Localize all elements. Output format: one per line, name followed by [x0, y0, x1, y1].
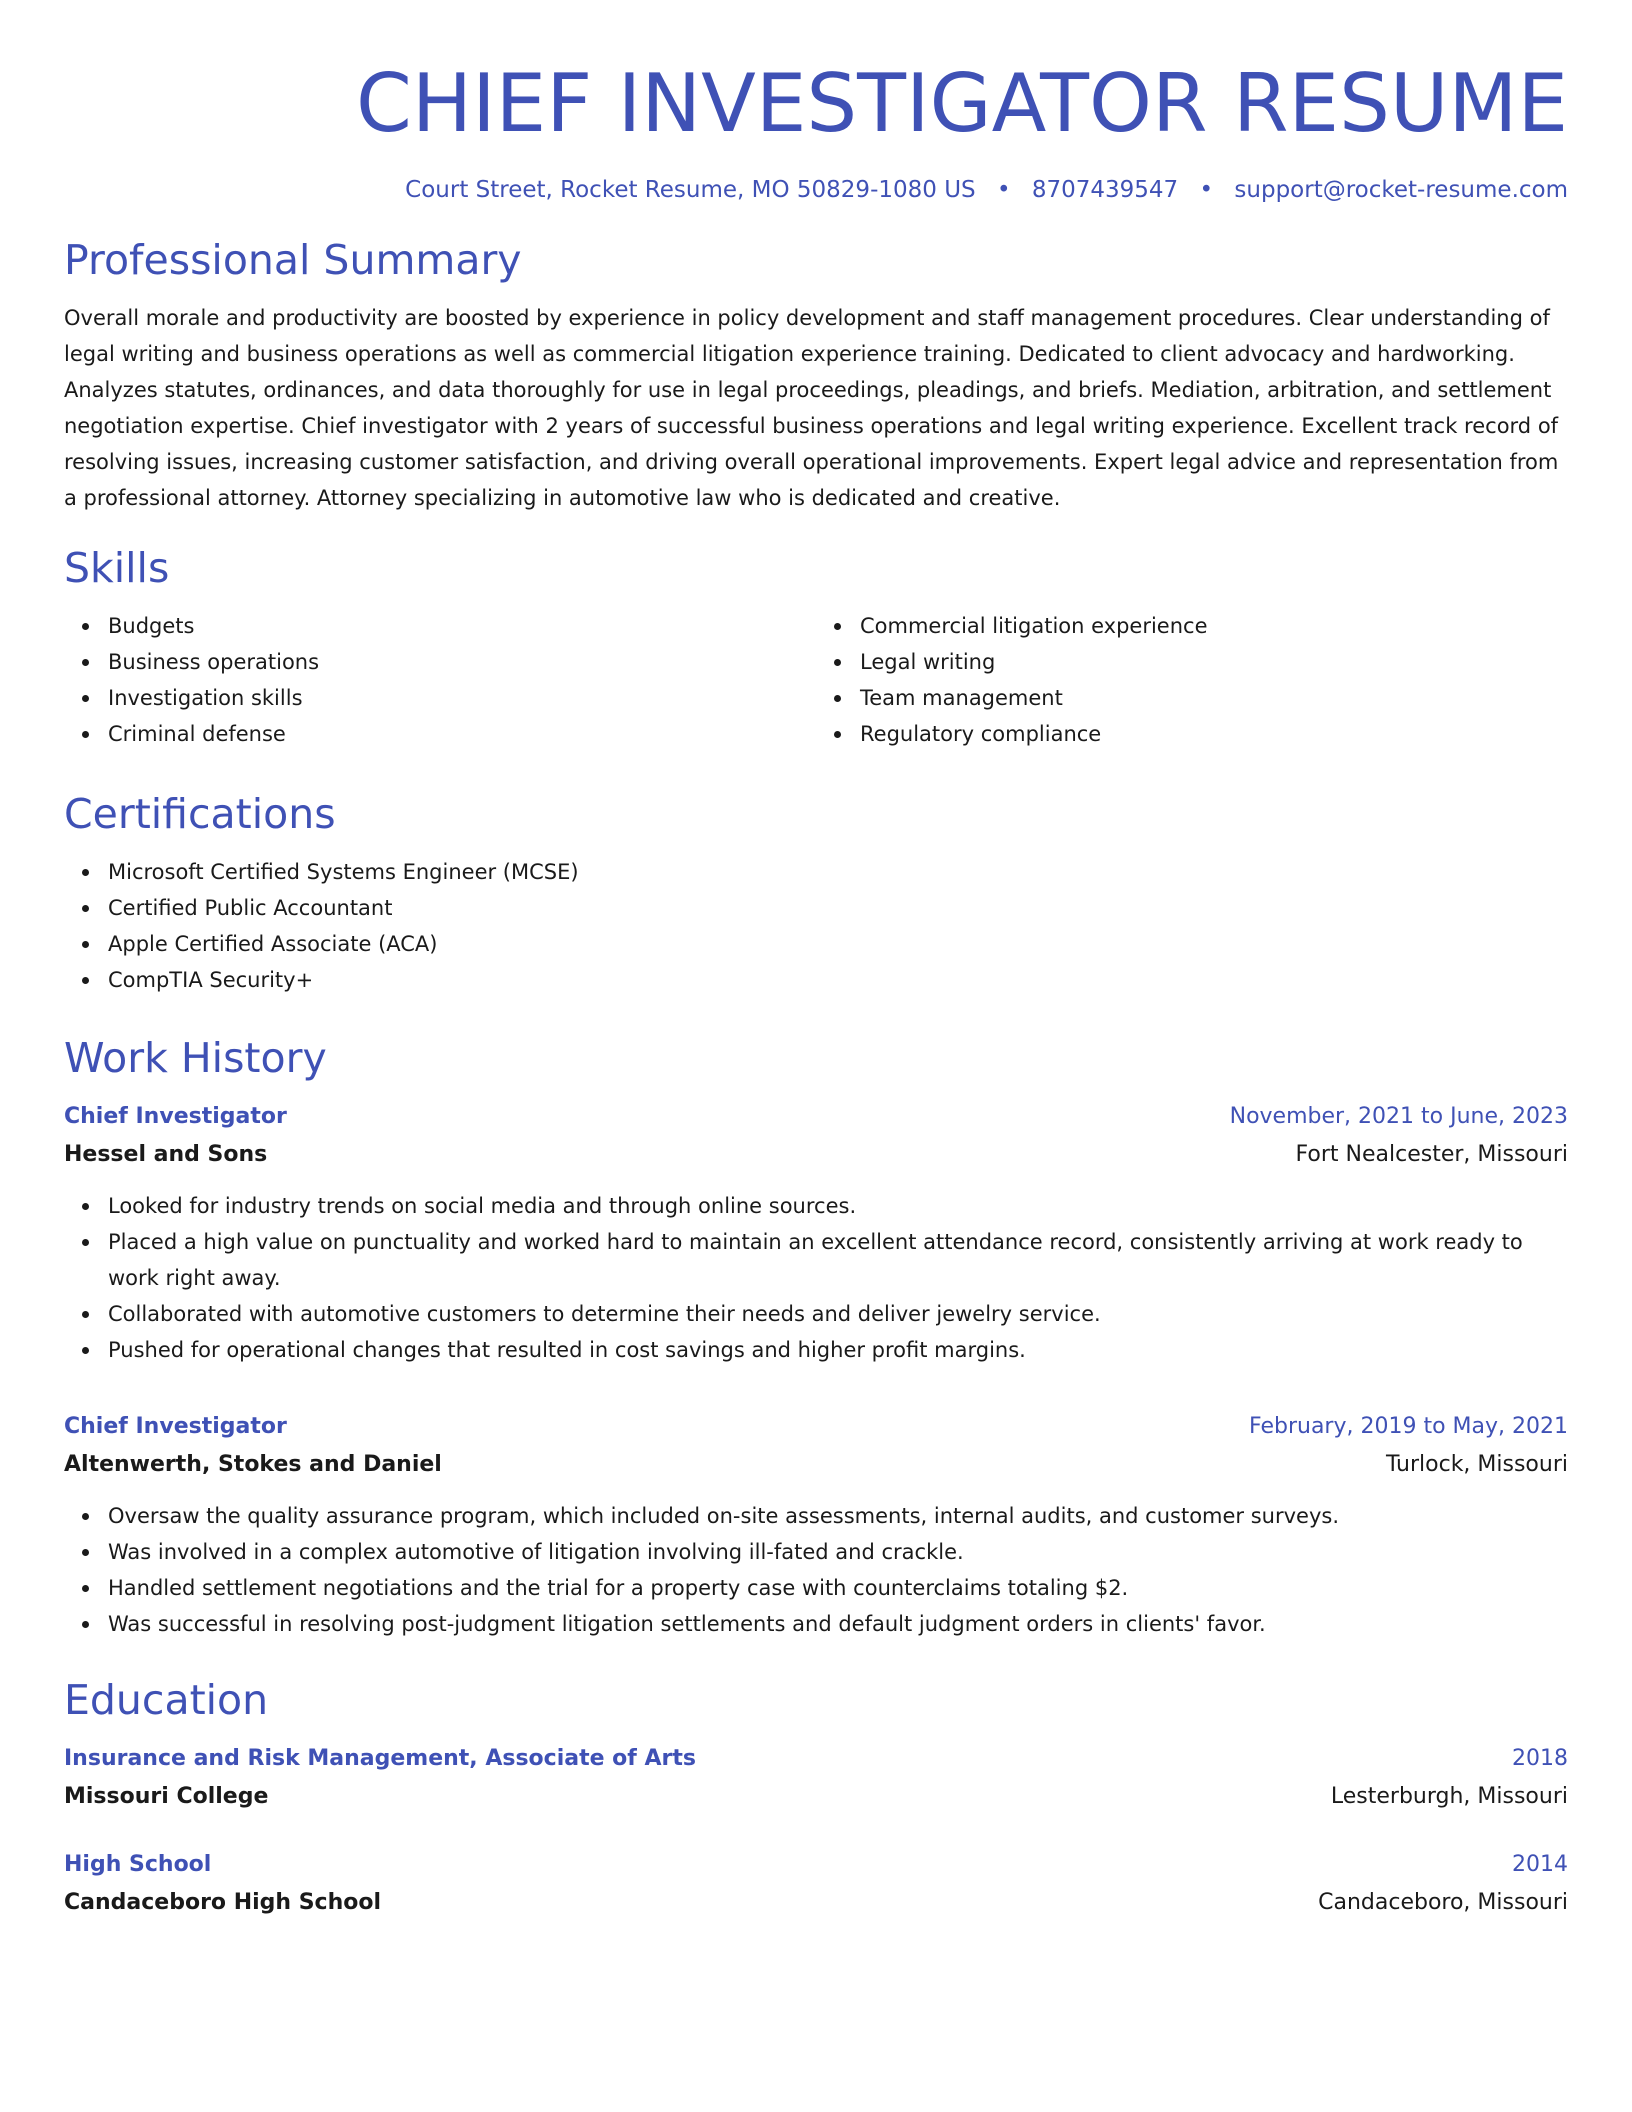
contact-line — [64, 174, 1568, 206]
job-bullets — [64, 1498, 1568, 1642]
job-company: Hessel and Sons — [64, 1142, 268, 1167]
job-bullet: Looked for industry trends on social media and through online sources. — [108, 1188, 1568, 1224]
job-company-row — [64, 1446, 1568, 1484]
job-bullet: Collaborated with automotive customers to determine their needs and deliver jewelry service. — [108, 1296, 1568, 1332]
skill-item: Business operations — [108, 644, 816, 680]
certification-item: Microsoft Certified Systems Engineer (MCSE) — [108, 854, 1568, 890]
education-year: 2018 — [1512, 1746, 1568, 1771]
job-role: Chief Investigator — [64, 1104, 287, 1129]
job-location: Fort Nealcester, Missouri — [1295, 1142, 1568, 1167]
education-location: Lesterburgh, Missouri — [1330, 1784, 1568, 1809]
job-bullet: Was successful in resolving post-judgment litigation settlements and default judgment orders in clients' favor. — [108, 1606, 1568, 1642]
education-school-row — [64, 1778, 1568, 1816]
job-bullets — [64, 1188, 1568, 1368]
job-bullet: Oversaw the quality assurance program, which included on-site assessments, internal audits, and customer surveys. — [108, 1498, 1568, 1534]
skill-item: Legal writing — [860, 644, 1568, 680]
section-title-skills: Skills — [64, 544, 170, 592]
education-entry — [64, 1846, 1568, 1922]
education-degree: High School — [64, 1852, 212, 1877]
job-entry — [64, 1408, 1568, 1642]
skill-item: Criminal defense — [108, 716, 816, 752]
contact-phone: 8707439547 — [1031, 177, 1179, 203]
skill-item: Budgets — [108, 608, 816, 644]
certifications-list — [64, 854, 1568, 998]
certification-item: Apple Certified Associate (ACA) — [108, 926, 1568, 962]
education-school: Candaceboro High School — [64, 1890, 382, 1915]
section-title-work-history: Work History — [64, 1034, 327, 1082]
summary-text: Overall morale and productivity are boosted by experience in policy development and staff management procedures. Clear understanding of legal writing and business operations as well as commercial litigation experience training. Dedicated to client advocacy and hardworking. Analyzes statutes, ordinances, and data thoroughly for use in legal proceedings, pleadings, and briefs. Mediation, arbitration, and settlement negotiation expertise. Chief investigator with 2 years of successful business operations and legal writing experience. Excellent track record of resolving issues, increasing customer satisfaction, and driving overall operational improvements. Expert legal advice and representation from a professional attorney. Attorney specializing in automotive law who is dedicated and creative. — [64, 306, 1559, 510]
job-bullet: Handled settlement negotiations and the trial for a property case with counterclaims totaling $2. — [108, 1570, 1568, 1606]
job-header-row — [64, 1408, 1568, 1446]
section-title-certifications: Certifications — [64, 790, 336, 838]
contact-address: Court Street, Rocket Resume, MO 50829-1080 US — [405, 177, 976, 203]
skills-list-right — [816, 608, 1568, 752]
contact-separator: • — [996, 177, 1011, 203]
resume-title: CHIEF INVESTIGATOR RESUME — [356, 57, 1568, 150]
skill-item: Regulatory compliance — [860, 716, 1568, 752]
job-location: Turlock, Missouri — [1385, 1452, 1568, 1477]
education-year: 2014 — [1512, 1852, 1568, 1877]
job-bullet: Was involved in a complex automotive of litigation involving ill-fated and crackle. — [108, 1534, 1568, 1570]
education-entry — [64, 1740, 1568, 1816]
contact-email: support@rocket-resume.com — [1234, 177, 1568, 203]
skills-column-left — [64, 608, 816, 752]
skills-list-left — [64, 608, 816, 752]
job-entry — [64, 1098, 1568, 1368]
education-header-row — [64, 1846, 1568, 1884]
skill-item: Investigation skills — [108, 680, 816, 716]
contact-separator: • — [1199, 177, 1214, 203]
job-role: Chief Investigator — [64, 1414, 287, 1439]
job-header-row — [64, 1098, 1568, 1136]
job-company: Altenwerth, Stokes and Daniel — [64, 1452, 442, 1477]
job-dates: February, 2019 to May, 2021 — [1249, 1414, 1568, 1439]
job-dates: November, 2021 to June, 2023 — [1229, 1104, 1568, 1129]
job-bullet: Placed a high value on punctuality and worked hard to maintain an excellent attendance record, consistently arriving at work ready to work right away. — [108, 1224, 1568, 1296]
education-degree: Insurance and Risk Management, Associate of Arts — [64, 1746, 697, 1771]
job-company-row — [64, 1136, 1568, 1174]
skill-item: Commercial litigation experience — [860, 608, 1568, 644]
education-location: Candaceboro, Missouri — [1318, 1890, 1568, 1915]
education-header-row — [64, 1740, 1568, 1778]
section-title-summary: Professional Summary — [64, 236, 522, 284]
skills-column-right — [816, 608, 1568, 752]
section-title-education: Education — [64, 1676, 269, 1724]
skill-item: Team management — [860, 680, 1568, 716]
certification-item: Certified Public Accountant — [108, 890, 1568, 926]
education-school: Missouri College — [64, 1784, 269, 1809]
education-school-row — [64, 1884, 1568, 1922]
skills-grid — [64, 608, 1568, 752]
job-bullet: Pushed for operational changes that resulted in cost savings and higher profit margins. — [108, 1332, 1568, 1368]
certification-item: CompTIA Security+ — [108, 962, 1568, 998]
